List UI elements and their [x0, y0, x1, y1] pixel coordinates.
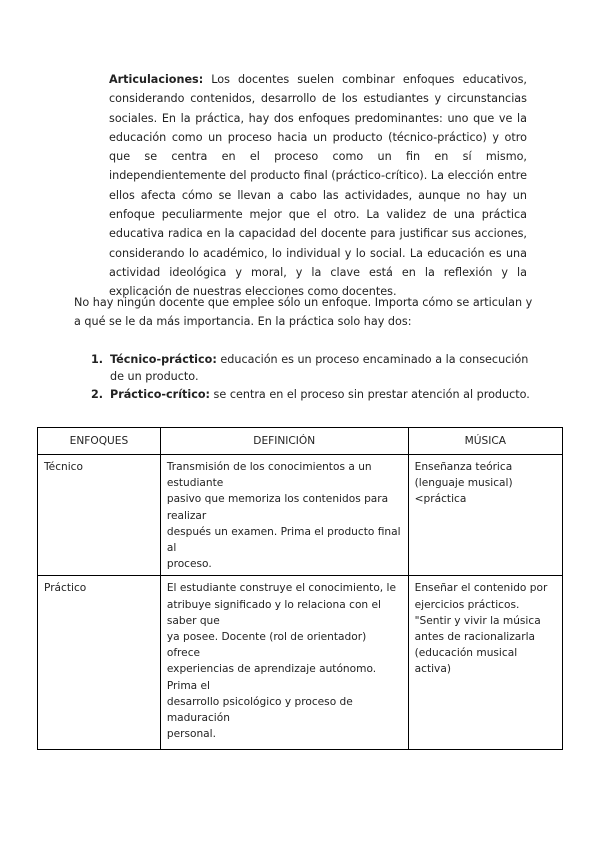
header-enfoques: ENFOQUES — [38, 428, 161, 455]
table-header-row — [38, 428, 563, 455]
cell-definicion — [160, 576, 408, 750]
articulaciones-text: Los docentes suelen combinar enfoques educativos, considerando contenidos, desarrollo de los estudiantes y circunstancias sociales. En la práctica, hay dos enfoques predominantes: uno que ve la educación como un proceso hacia un producto (técnico-práctico) y otro que se centra en el proceso como un fin en sí mismo, independientemente del producto final (práctico-crítico). La elección entre ellos afecta cómo se llevan a cabo las actividades, aunque no hay un enfoque peculiarmente mejor que el otro. La validez de una práctica educativa radica en la capacidad del docente para justificar sus acciones, considerando lo académico, lo individual y lo social. La educación es una actividad ideológica y moral, y la clave está en la reflexión y la explicación de nuestras elecciones como docentes. — [109, 73, 527, 299]
list-term: Técnico-práctico: — [110, 353, 217, 366]
definicion-line: después un examen. Prima el producto final al — [166, 525, 401, 555]
enfoques-list — [91, 351, 531, 405]
header-musica: MÚSICA — [408, 428, 562, 455]
definicion-line: pasivo que memoriza los contenidos para realizar — [166, 493, 389, 522]
cell-enfoque: Técnico — [38, 455, 161, 576]
table-row — [38, 576, 563, 750]
cell-musica: Enseñanza teórica (lenguaje musical)<práctica — [408, 455, 562, 576]
definicion-line: proceso. — [166, 558, 212, 571]
definicion-line: personal. — [166, 728, 216, 741]
enfoques-table — [37, 427, 563, 750]
list-text: se centra en el proceso sin prestar atención al producto. — [210, 388, 530, 402]
cell-musica: Enseñar el contenido por ejercicios prácticos. "Sentir y vivir la música antes de racionalizarla (educación musical activa) — [408, 576, 562, 750]
table-row — [38, 455, 563, 576]
articulaciones-label: Articulaciones: — [109, 73, 204, 86]
enfoques-summary-paragraph: No hay ningún docente que emplee sólo un enfoque. Importa cómo se articulan y a qué se le da más importancia. En la práctica solo hay dos: — [74, 296, 533, 329]
cell-definicion — [160, 455, 408, 576]
articulaciones-paragraph — [109, 70, 527, 302]
definicion-line: Transmisión de los conocimientos a un estudiante — [166, 461, 372, 490]
definicion-line: experiencias de aprendizaje autónomo. Prima el — [166, 663, 377, 692]
cell-enfoque: Práctico — [38, 576, 161, 750]
definicion-line: El estudiante construye el conocimiento, le atribuye significado y lo relaciona con el saber que — [166, 582, 397, 627]
header-definicion: DEFINICIÓN — [160, 428, 408, 455]
list-text: educación es un proceso encaminado a la consecución de un producto. — [110, 353, 529, 384]
list-item — [91, 386, 531, 403]
definicion-line: ya posee. Docente (rol de orientador) ofrece — [166, 631, 367, 660]
list-number: 2. — [91, 388, 104, 402]
list-term: Práctico-crítico: — [110, 388, 210, 402]
list-item — [91, 351, 531, 385]
list-number: 1. — [91, 353, 104, 366]
definicion-line: desarrollo psicológico y proceso de maduración — [166, 695, 353, 725]
